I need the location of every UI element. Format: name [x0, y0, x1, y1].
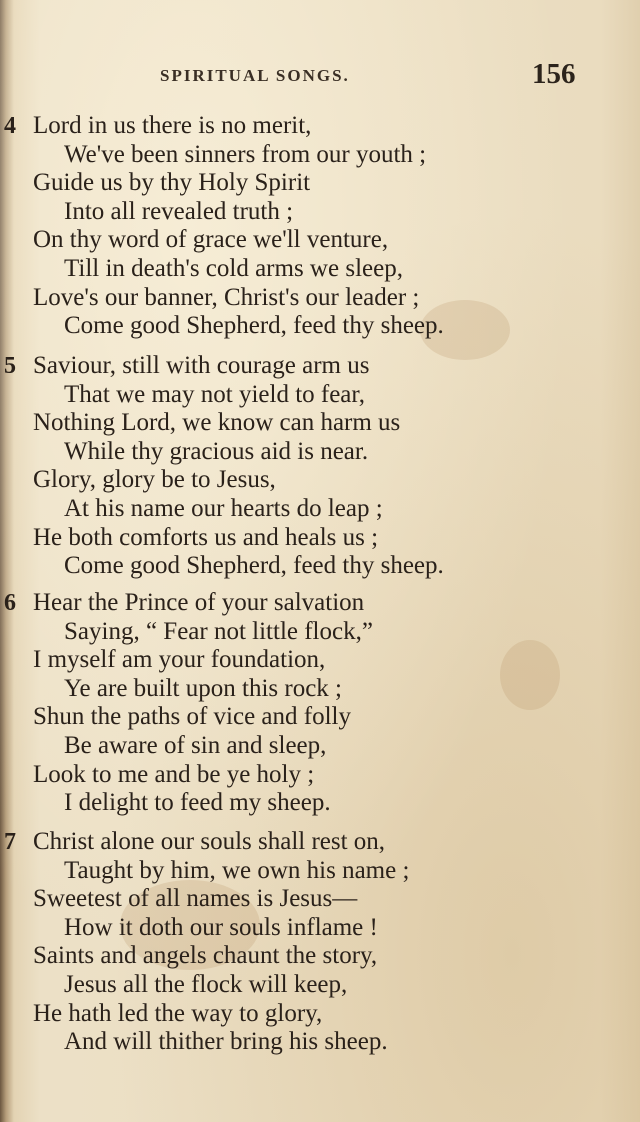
verse-line: Ye are built upon this rock ; — [64, 674, 342, 702]
verse-line: Saviour, still with courage arm us — [33, 352, 370, 379]
verse-line: Lord in us there is no merit, — [33, 112, 312, 139]
verse-line: And will thither bring his sheep. — [64, 1028, 388, 1056]
verse-line: Saints and angels chaunt the story, — [33, 942, 378, 970]
verse-number: 4 — [4, 113, 16, 139]
verse-number: 6 — [4, 590, 16, 616]
verse-line: Be aware of sin and sleep, — [64, 732, 327, 759]
verse-line: Jesus all the flock will keep, — [64, 971, 348, 998]
verse-line: Taught by him, we own his name ; — [64, 856, 410, 884]
verse-line: Come good Shepherd, feed thy sheep. — [64, 312, 444, 340]
verse-line: On thy word of grace we'll venture, — [33, 226, 389, 254]
verse-line: While thy gracious aid is near. — [64, 437, 369, 465]
verse-line: Nothing Lord, we know can harm us — [33, 409, 401, 437]
verse-line: I delight to feed my sheep. — [64, 789, 331, 817]
verse-line: How it doth our souls inflame ! — [64, 913, 378, 941]
verse-line: Shun the paths of vice and folly — [33, 703, 351, 731]
verse-line: Love's our banner, Christ's our leader ; — [33, 283, 420, 311]
verse-line: Glory, glory be to Jesus, — [33, 466, 276, 494]
verse-line: He hath led the way to glory, — [33, 999, 323, 1027]
verse-line: Come good Shepherd, feed thy sheep. — [64, 552, 444, 580]
verse-line: At his name our hearts do leap ; — [64, 495, 383, 522]
verse-line: I myself am your foundation, — [33, 646, 326, 674]
verse-line: Saying, “ Fear not little flock,” — [64, 617, 373, 645]
paper-stain — [500, 640, 560, 710]
verse-line: Guide us by thy Holy Spirit — [33, 169, 311, 197]
page-number: 156 — [532, 58, 576, 90]
verse-line: We've been sinners from our youth ; — [64, 140, 427, 168]
running-head: SPIRITUAL SONGS. — [160, 66, 350, 85]
verse-number: 7 — [4, 829, 16, 855]
verse-line: Into all revealed truth ; — [64, 197, 294, 225]
verse-line: Christ alone our souls shall rest on, — [33, 828, 386, 855]
verse-line: Till in death's cold arms we sleep, — [64, 255, 403, 282]
verse-line: That we may not yield to fear, — [64, 380, 365, 408]
verse-line: Hear the Prince of your salvation — [33, 589, 365, 616]
verse-line: He both comforts us and heals us ; — [33, 523, 379, 551]
verse-line: Sweetest of all names is Jesus— — [33, 885, 358, 913]
verse-number: 5 — [4, 353, 16, 379]
verse-line: Look to me and be ye holy ; — [33, 760, 315, 788]
